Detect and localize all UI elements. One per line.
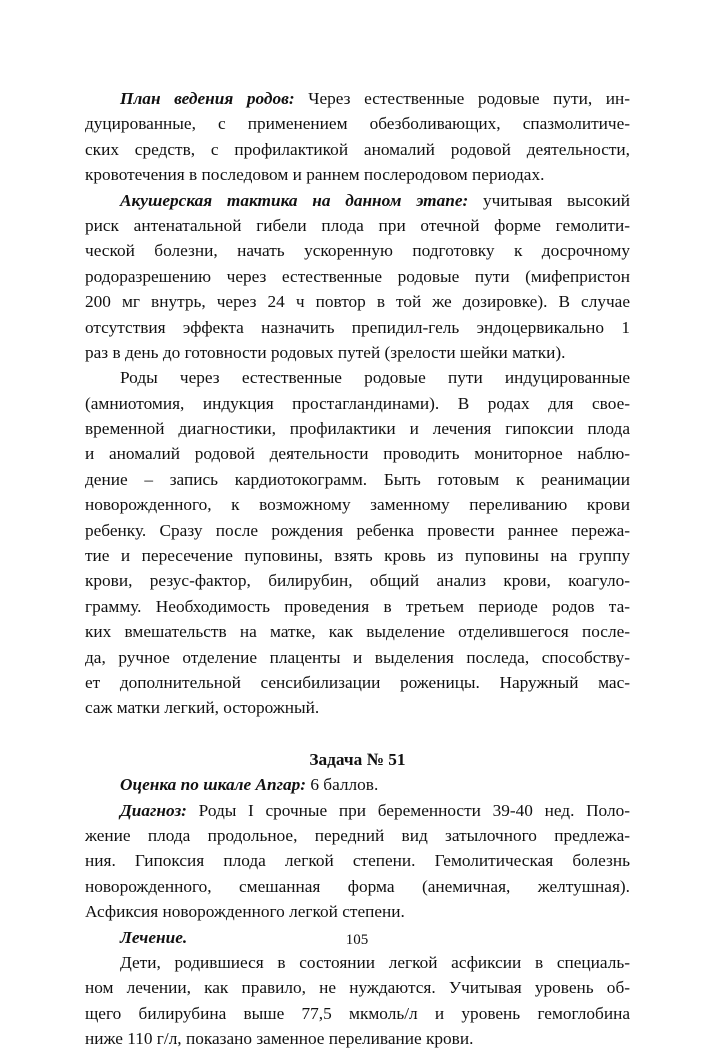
text-line: дуцированные, с применением обезболивающих, спазмолитиче- (85, 114, 630, 134)
text-line: щего билирубина выше 77,5 мкмоль/л и уровень гемоглобина (85, 1003, 630, 1023)
diagnosis-label: Диагноз: (120, 800, 187, 820)
text-line: да, ручное отделение плаценты и выделения последа, способству- (85, 647, 630, 667)
text-line: 200 мг внутрь, через 24 ч повтор в той же дозировке). В случае (85, 292, 630, 312)
text-line: временной диагностики, профилактики и лечения гипоксии плода (85, 419, 630, 439)
text-line: раз в день до готовности родовых путей (зрелости шейки матки). (85, 342, 566, 362)
task-heading: Задача № 51 (309, 749, 406, 769)
text-line: ских средств, с профилактикой аномалий родовой деятельности, (85, 139, 630, 159)
text-line: отсутствия эффекта назначить препидил-гель эндоцервикально 1 (85, 317, 630, 337)
text-line: Акушерская тактика на данном этапе: учитывая высокий (120, 190, 630, 210)
apgar-label: Оценка по шкале Апгар: (120, 775, 306, 795)
text-line: дение – запись кардиотокограмм. Быть готовым к реанимации (85, 469, 630, 489)
text-line: новорожденного, к возможному заменному переливанию крови (85, 495, 630, 515)
text-line: Асфиксия новорожденного легкой степени. (85, 902, 405, 922)
apgar-score-line (85, 772, 630, 797)
text-line: Диагноз: Роды I срочные при беременности 39-40 нед. Поло- (120, 800, 630, 820)
text-line: ном лечении, как правило, не нуждаются. Учитывая уровень об- (85, 978, 630, 998)
paragraph-obstetric-tactic (85, 188, 630, 366)
delivery-plan-label: План ведения родов: (120, 89, 295, 108)
text-line: новорожденного, смешанная форма (анемичная, желтушная). (85, 876, 630, 896)
page-number: 105 (345, 932, 369, 948)
text-line: риск антенатальной гибели плода при отечной форме гемолити- (85, 215, 630, 235)
paragraph-delivery-plan (85, 86, 630, 188)
text-line: ребенку. Сразу после рождения ребенка провести раннее пережа- (85, 520, 630, 540)
text-line: крови, резус-фактор, билирубин, общий анализ крови, коагуло- (85, 571, 630, 591)
text-line: и аномалий родовой деятельности проводить мониторное наблю- (85, 444, 630, 464)
text-line: жение плода продольное, передний вид затылочного предлежа- (85, 825, 630, 845)
text-line: План ведения родов: Через естественные родовые пути, ин- (120, 89, 631, 108)
text-line: (амниотомия, индукция простагландинами). В родах для свое- (85, 393, 630, 413)
text-line: саж матки легкий, осторожный. (85, 698, 320, 718)
text-line: родоразрешению через естественные родовые пути (мифепристон (85, 266, 630, 286)
text-line: ния. Гипоксия плода легкой степени. Гемолитическая болезнь (85, 851, 630, 871)
text-line: ческой болезни, начать ускоренную подготовку к досрочному (85, 241, 630, 261)
text-line: тие и пересечение пуповины, взять кровь из пуповины на группу (85, 546, 630, 566)
paragraph-diagnosis (85, 798, 630, 925)
treatment-label: Лечение. (120, 927, 188, 947)
obstetric-tactic-label: Акушерская тактика на данном этапе: (120, 190, 469, 210)
paragraph-delivery (85, 365, 630, 720)
paragraph-treatment (85, 950, 630, 1051)
text-line: Роды через естественные родовые пути индуцированные (120, 368, 630, 388)
text-line: ет дополнительной сенсибилизации роженицы. Наружный мас- (85, 672, 630, 692)
text-line: грамму. Необходимость проведения в третьем периоде родов та- (85, 596, 630, 616)
text-line: ких вмешательств на матке, как выделение отделившегося после- (85, 622, 630, 642)
apgar-value: 6 баллов. (306, 775, 379, 795)
text-line: Дети, родившиеся в состоянии легкой асфиксии в специаль- (120, 952, 630, 972)
text-line: кровотечения в последовом и раннем послеродовом периодах. (85, 165, 545, 185)
page-content (85, 86, 630, 1051)
text-line: ниже 110 г/л, показано заменное переливание крови. (85, 1029, 474, 1049)
